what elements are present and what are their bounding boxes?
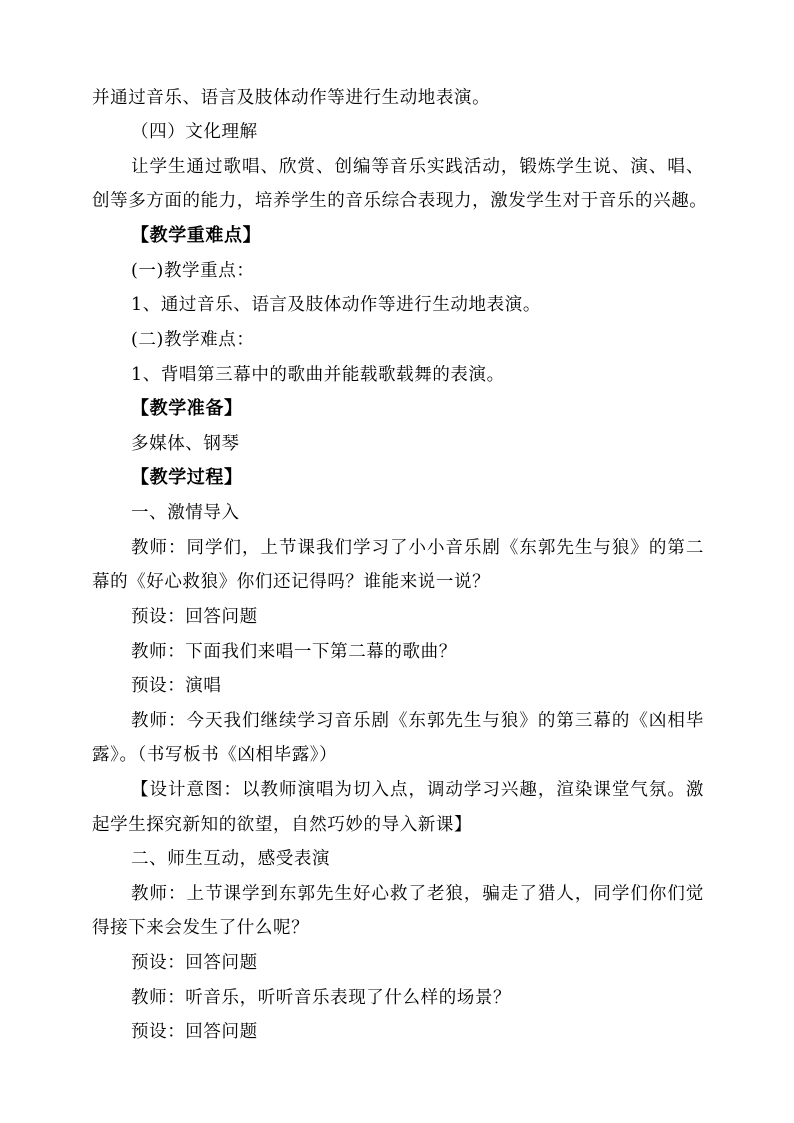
section-heading: 【教学重难点】 [131,225,262,246]
paragraph-line: 教师：下面我们来唱一下第二幕的歌曲？ [131,642,457,662]
paragraph-line: 幕的《好心救狼》你们还记得吗？谁能来说一说？ [92,572,491,592]
paragraph-line: 教师：上节课学到东郭先生好心救了老狼，骗走了猎人，同学们你们觉 [131,884,704,904]
paragraph-line: 预设：演唱 [131,676,222,696]
paragraph-line: 并通过音乐、语言及肢体动作等进行生动地表演。 [92,88,491,108]
paragraph-line: 让学生通过歌唱、欣赏、创编等音乐实践活动，锻炼学生说、演、唱、 [131,157,704,177]
section-heading: 【教学准备】 [131,398,243,419]
section-heading: 【教学过程】 [131,467,243,488]
paragraph-line: 预设：回答问题 [131,953,258,973]
design-intent-line: 【设计意图：以教师演唱为切入点，调动学习兴趣，渲染课堂气氛。激 [131,780,704,800]
paragraph-line: 多媒体、钢琴 [131,434,240,454]
paragraph-line: 露》。（书写板书《凶相毕露》） [92,745,338,765]
paragraph-line: 1、通过音乐、语言及肢体动作等进行生动地表演。 [131,295,541,315]
subsection-heading: 一、激情导入 [131,503,240,523]
section-heading: （四）文化理解 [131,122,258,142]
subsection-heading: 二、师生互动，感受表演 [131,849,331,869]
paragraph-line: 1、背唱第三幕中的歌曲并能载歌载舞的表演。 [131,365,505,385]
paragraph-line: 教师：听音乐，听听音乐表现了什么样的场景？ [131,988,512,1008]
subsection-heading: (二)教学难点： [131,330,255,350]
paragraph-line: 教师：同学们，上节课我们学习了小小音乐剧《东郭先生与狼》的第二 [131,538,704,558]
subsection-heading: (一)教学重点： [131,261,255,281]
design-intent-line: 起学生探究新知的欲望，自然巧妙的导入新课】 [92,815,473,835]
paragraph-line: 预设：回答问题 [131,607,258,627]
paragraph-line: 得接下来会发生了什么呢？ [92,918,310,938]
paragraph-line: 创等多方面的能力，培养学生的音乐综合表现力，激发学生对于音乐的兴趣。 [92,191,708,211]
paragraph-line: 教师：今天我们继续学习音乐剧《东郭先生与狼》的第三幕的《凶相毕 [131,711,704,731]
paragraph-line: 预设：回答问题 [131,1022,258,1042]
